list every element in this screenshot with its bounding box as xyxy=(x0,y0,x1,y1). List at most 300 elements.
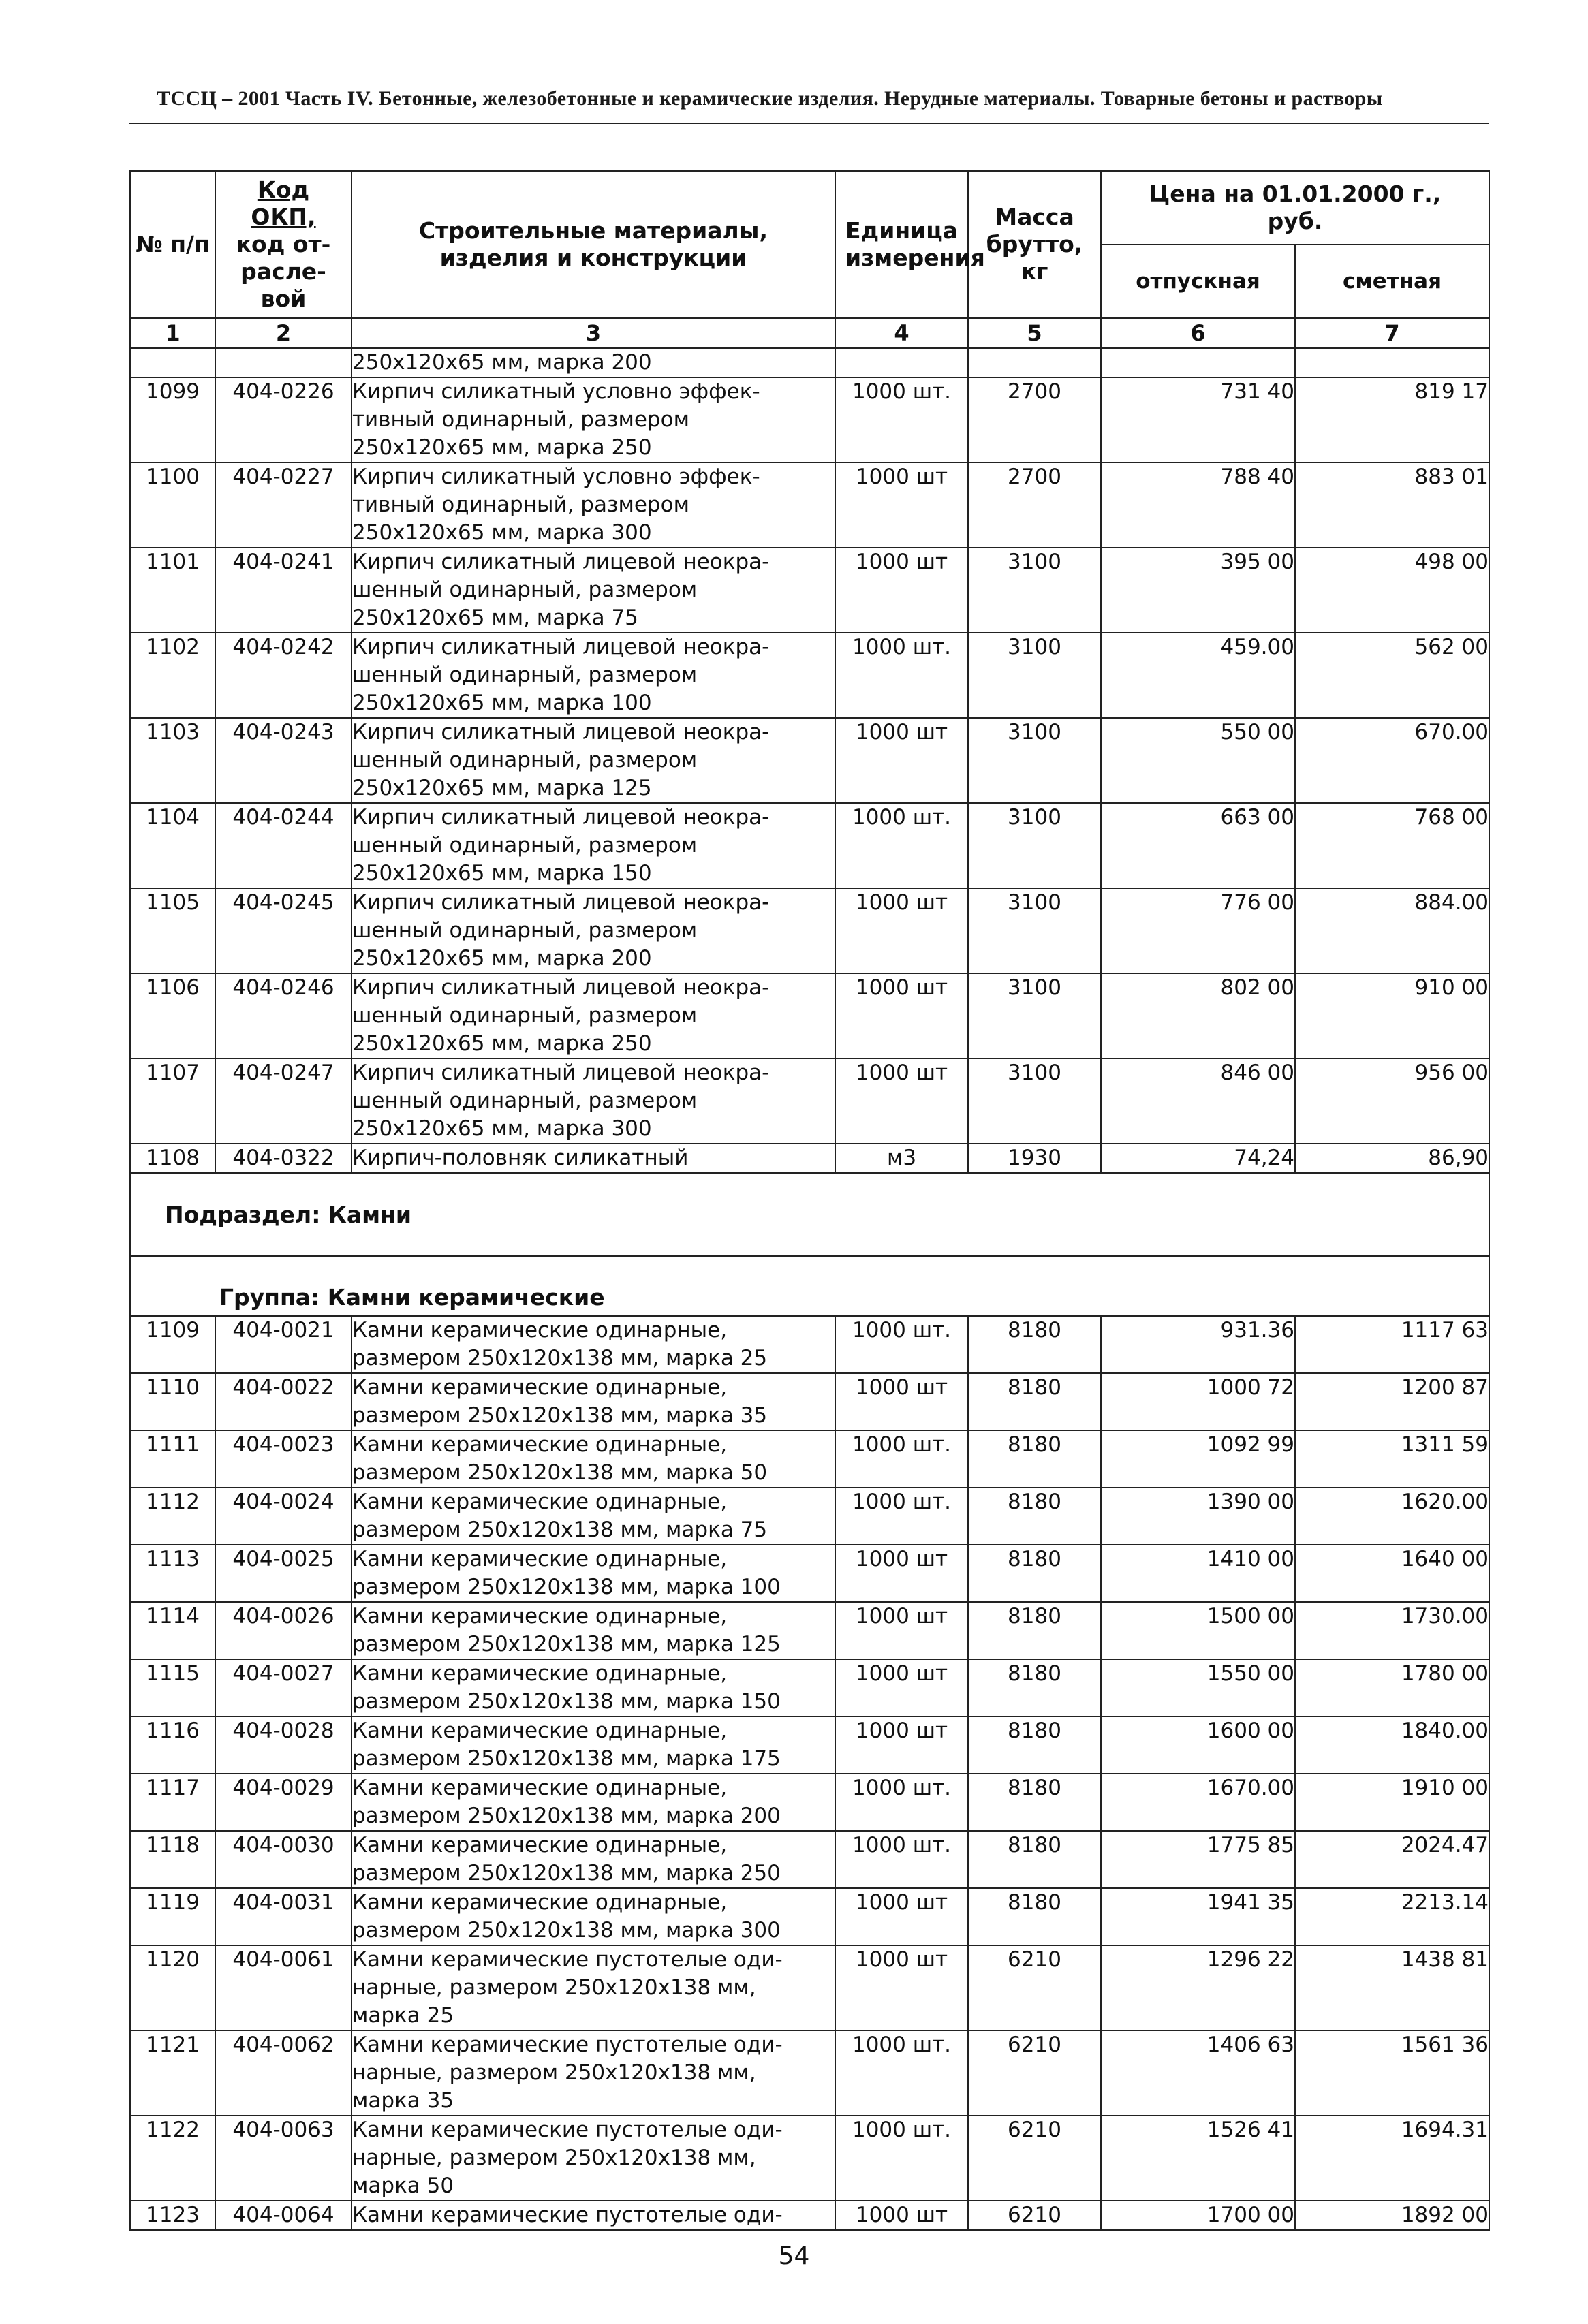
row-unit-value: 1000 шт xyxy=(855,1375,948,1400)
row-price-release-value: 1550 00 xyxy=(1206,1661,1294,1686)
table-row xyxy=(130,888,1489,973)
row-name xyxy=(352,2116,835,2201)
row-name xyxy=(352,1545,835,1602)
row-price-estimate-value: 1200 87 xyxy=(1401,1375,1489,1400)
group-title: Группа: Камни керамические xyxy=(130,1256,1489,1316)
row-name-line: Камни керамические одинарные, xyxy=(352,1604,728,1629)
row-code xyxy=(215,1716,352,1774)
row-name-line: Камни керамические пустотелые оди- xyxy=(352,2203,783,2227)
row-mass xyxy=(968,803,1101,888)
row-name-line: Кирпич силикатный условно эффек- xyxy=(352,379,760,404)
row-name xyxy=(352,888,835,973)
row-mass-value: 1930 xyxy=(1008,1146,1061,1170)
row-price-estimate xyxy=(1295,1659,1489,1716)
row-price-estimate xyxy=(1295,1545,1489,1602)
row-name-line: тивный одинарный, размером xyxy=(352,492,689,517)
row-name-line: марка 25 xyxy=(352,2003,454,2028)
continuation-row xyxy=(130,348,1489,377)
row-mass xyxy=(968,2116,1101,2201)
continuation-text: 250x120x65 мм, марка 200 xyxy=(352,348,835,377)
row-mass-value: 6210 xyxy=(1008,2032,1061,2057)
row-mass-value: 8180 xyxy=(1008,1432,1061,1457)
row-price-estimate xyxy=(1295,888,1489,973)
row-mass xyxy=(968,633,1101,718)
row-unit-value: 1000 шт. xyxy=(852,805,952,830)
row-price-release xyxy=(1101,1316,1295,1373)
row-name xyxy=(352,803,835,888)
row-name-line: Камни керамические одинарные, xyxy=(352,1833,728,1857)
row-number xyxy=(130,633,215,718)
row-unit xyxy=(835,377,968,462)
row-unit-value: 1000 шт xyxy=(855,1604,948,1629)
row-price-release-value: 802 00 xyxy=(1220,975,1294,1000)
row-number xyxy=(130,1888,215,1945)
row-mass-value: 8180 xyxy=(1008,1833,1061,1857)
row-name-line: 250x120x65 мм, марка 250 xyxy=(352,435,652,460)
row-name-line: 250x120x65 мм, марка 125 xyxy=(352,776,652,800)
header-code-l1: Код xyxy=(257,176,310,203)
row-name-line: Кирпич-половняк силикатный xyxy=(352,1146,689,1170)
table-row xyxy=(130,1945,1489,2030)
row-number xyxy=(130,1430,215,1488)
row-mass-value: 3100 xyxy=(1008,975,1061,1000)
group-row xyxy=(130,1256,1489,1316)
row-price-release-value: 1410 00 xyxy=(1206,1547,1294,1571)
row-price-release-value: 1390 00 xyxy=(1206,1490,1294,1514)
row-name-line: Кирпич силикатный лицевой неокра- xyxy=(352,805,770,830)
row-number-value: 1104 xyxy=(146,805,200,830)
row-code xyxy=(215,888,352,973)
row-unit xyxy=(835,1144,968,1173)
row-name-line: шенный одинарный, размером xyxy=(352,1088,698,1113)
row-mass xyxy=(968,1316,1101,1373)
table-row xyxy=(130,1602,1489,1659)
row-number-value: 1113 xyxy=(146,1547,200,1571)
row-price-estimate-value: 1780 00 xyxy=(1401,1661,1489,1686)
table-row xyxy=(130,2116,1489,2201)
row-code xyxy=(215,1373,352,1430)
row-name-line: Кирпич силикатный лицевой неокра- xyxy=(352,720,770,744)
row-name xyxy=(352,633,835,718)
row-price-release xyxy=(1101,888,1295,973)
row-number-value: 1119 xyxy=(146,1890,200,1915)
row-mass-value: 3100 xyxy=(1008,1061,1061,1085)
row-price-estimate xyxy=(1295,973,1489,1058)
row-mass-value: 8180 xyxy=(1008,1718,1061,1743)
row-code-value: 404-0029 xyxy=(232,1776,334,1800)
row-price-release xyxy=(1101,718,1295,803)
row-code-value: 404-0031 xyxy=(232,1890,334,1915)
row-name-line: Кирпич силикатный лицевой неокра- xyxy=(352,890,770,915)
row-number-value: 1115 xyxy=(146,1661,200,1686)
row-price-release xyxy=(1101,548,1295,633)
row-name xyxy=(352,1144,835,1173)
row-price-estimate-value: 1694.31 xyxy=(1401,2118,1489,2142)
header-code-l5: вой xyxy=(260,285,307,312)
row-mass-value: 8180 xyxy=(1008,1890,1061,1915)
table-row xyxy=(130,718,1489,803)
row-price-release xyxy=(1101,1774,1295,1831)
row-price-release-value: 1670.00 xyxy=(1206,1776,1294,1800)
row-number-value: 1108 xyxy=(146,1146,200,1170)
header-code xyxy=(215,171,352,318)
row-mass xyxy=(968,1545,1101,1602)
row-code-value: 404-0024 xyxy=(232,1490,334,1514)
row-unit-value: 1000 шт xyxy=(855,2203,948,2227)
row-unit-value: 1000 шт xyxy=(855,550,948,574)
row-code xyxy=(215,718,352,803)
row-name-line: шенный одинарный, размером xyxy=(352,663,698,687)
row-unit xyxy=(835,973,968,1058)
page-number: 54 xyxy=(778,2242,810,2270)
row-price-release-value: 776 00 xyxy=(1220,890,1294,915)
row-code-value: 404-0061 xyxy=(232,1947,334,1972)
row-name xyxy=(352,1716,835,1774)
row-price-estimate xyxy=(1295,1144,1489,1173)
row-mass-value: 8180 xyxy=(1008,1661,1061,1686)
row-code-value: 404-0226 xyxy=(232,379,334,404)
row-price-estimate xyxy=(1295,548,1489,633)
row-price-estimate-value: 2213.14 xyxy=(1401,1890,1489,1915)
row-price-estimate xyxy=(1295,1373,1489,1430)
row-price-release xyxy=(1101,2201,1295,2230)
row-price-estimate-value: 498 00 xyxy=(1414,550,1489,574)
row-number-value: 1100 xyxy=(146,465,200,489)
row-unit xyxy=(835,1659,968,1716)
row-name-line: Кирпич силикатный условно эффек- xyxy=(352,465,760,489)
row-price-estimate-value: 768 00 xyxy=(1414,805,1489,830)
row-mass xyxy=(968,888,1101,973)
header-no: № п/п xyxy=(130,171,215,318)
row-code-value: 404-0247 xyxy=(232,1061,334,1085)
row-price-estimate-value: 86,90 xyxy=(1428,1146,1489,1170)
row-number xyxy=(130,888,215,973)
row-name xyxy=(352,1659,835,1716)
row-number xyxy=(130,1602,215,1659)
row-code xyxy=(215,803,352,888)
header-unit: Единица измерения xyxy=(835,171,968,318)
row-price-release xyxy=(1101,1058,1295,1144)
column-number: 1 xyxy=(130,318,215,348)
row-code xyxy=(215,1774,352,1831)
row-price-estimate-value: 1640 00 xyxy=(1401,1547,1489,1571)
table-row xyxy=(130,377,1489,462)
column-number: 2 xyxy=(215,318,352,348)
row-code-value: 404-0030 xyxy=(232,1833,334,1857)
row-number xyxy=(130,377,215,462)
row-code xyxy=(215,1945,352,2030)
row-unit-value: 1000 шт xyxy=(855,1947,948,1972)
row-unit xyxy=(835,1430,968,1488)
row-name xyxy=(352,1430,835,1488)
row-code xyxy=(215,377,352,462)
row-code xyxy=(215,548,352,633)
row-name xyxy=(352,1602,835,1659)
row-number-value: 1122 xyxy=(146,2118,200,2142)
row-price-estimate xyxy=(1295,377,1489,462)
row-name-line: тивный одинарный, размером xyxy=(352,407,689,432)
row-number-value: 1109 xyxy=(146,1318,200,1342)
row-unit xyxy=(835,1602,968,1659)
row-price-estimate xyxy=(1295,462,1489,548)
row-unit-value: 1000 шт xyxy=(855,720,948,744)
row-price-estimate xyxy=(1295,1602,1489,1659)
row-name-line: Камни керамические одинарные, xyxy=(352,1661,728,1686)
row-code xyxy=(215,1058,352,1144)
row-name xyxy=(352,1888,835,1945)
row-price-release-value: 74,24 xyxy=(1234,1146,1294,1170)
row-code xyxy=(215,2116,352,2201)
table-row xyxy=(130,1716,1489,1774)
row-unit-value: 1000 шт. xyxy=(852,1432,952,1457)
row-name-line: Кирпич силикатный лицевой неокра- xyxy=(352,1061,770,1085)
row-price-release xyxy=(1101,377,1295,462)
row-price-release xyxy=(1101,1945,1295,2030)
row-code-value: 404-0062 xyxy=(232,2032,334,2057)
row-name-line: марка 35 xyxy=(352,2088,454,2113)
row-name-line: 250x120x65 мм, марка 200 xyxy=(352,946,652,971)
row-code-value: 404-0021 xyxy=(232,1318,334,1342)
row-code-value: 404-0243 xyxy=(232,720,334,744)
row-unit xyxy=(835,1945,968,2030)
table-row xyxy=(130,973,1489,1058)
row-mass xyxy=(968,462,1101,548)
table-row xyxy=(130,1144,1489,1173)
row-price-release xyxy=(1101,633,1295,718)
row-number-value: 1116 xyxy=(146,1718,200,1743)
row-number-value: 1110 xyxy=(146,1375,200,1400)
table-row xyxy=(130,2030,1489,2116)
row-number-value: 1107 xyxy=(146,1061,200,1085)
row-name-line: Камни керамические одинарные, xyxy=(352,1776,728,1800)
row-name-line: шенный одинарный, размером xyxy=(352,578,698,602)
row-unit-value: 1000 шт. xyxy=(852,635,952,659)
row-name-line: 250x120x65 мм, марка 75 xyxy=(352,606,638,630)
table-row xyxy=(130,1774,1489,1831)
row-number xyxy=(130,1316,215,1373)
row-code-value: 404-0322 xyxy=(232,1146,334,1170)
row-name xyxy=(352,377,835,462)
row-number xyxy=(130,462,215,548)
row-name xyxy=(352,1316,835,1373)
row-price-estimate xyxy=(1295,633,1489,718)
row-code-value: 404-0027 xyxy=(232,1661,334,1686)
row-code-value: 404-0242 xyxy=(232,635,334,659)
row-code-value: 404-0246 xyxy=(232,975,334,1000)
row-unit xyxy=(835,2030,968,2116)
table-row xyxy=(130,1316,1489,1373)
row-name-line: марка 50 xyxy=(352,2173,454,2198)
row-price-estimate-value: 883 01 xyxy=(1414,465,1489,489)
row-price-estimate xyxy=(1295,2201,1489,2230)
row-name xyxy=(352,2030,835,2116)
row-mass xyxy=(968,1430,1101,1488)
row-name-line: 250x120x65 мм, марка 300 xyxy=(352,1116,652,1141)
row-number xyxy=(130,1488,215,1545)
row-price-release xyxy=(1101,1373,1295,1430)
row-name-line: Кирпич силикатный лицевой неокра- xyxy=(352,635,770,659)
row-number-value: 1121 xyxy=(146,2032,200,2057)
row-price-release xyxy=(1101,1488,1295,1545)
row-price-estimate-value: 1892 00 xyxy=(1401,2203,1489,2227)
row-code-value: 404-0227 xyxy=(232,465,334,489)
row-code xyxy=(215,633,352,718)
row-code-value: 404-0025 xyxy=(232,1547,334,1571)
row-mass-value: 3100 xyxy=(1008,890,1061,915)
row-mass xyxy=(968,1831,1101,1888)
row-number xyxy=(130,2116,215,2201)
row-unit xyxy=(835,1058,968,1144)
header-name: Строительные материалы, изделия и конструкции xyxy=(352,171,835,318)
row-price-release-value: 1700 00 xyxy=(1206,2203,1294,2227)
row-number xyxy=(130,1831,215,1888)
row-mass-value: 3100 xyxy=(1008,550,1061,574)
header-mass: Масса брутто, кг xyxy=(968,171,1101,318)
row-mass-value: 8180 xyxy=(1008,1490,1061,1514)
row-price-estimate-value: 956 00 xyxy=(1414,1061,1489,1085)
row-mass-value: 6210 xyxy=(1008,2203,1061,2227)
row-mass xyxy=(968,548,1101,633)
row-price-release-value: 931.36 xyxy=(1220,1318,1294,1342)
row-mass xyxy=(968,1058,1101,1144)
row-price-release-value: 663 00 xyxy=(1220,805,1294,830)
row-unit-value: 1000 шт xyxy=(855,890,948,915)
row-name-line: шенный одинарный, размером xyxy=(352,918,698,943)
row-price-release xyxy=(1101,1545,1295,1602)
row-number-value: 1101 xyxy=(146,550,200,574)
row-code xyxy=(215,1316,352,1373)
row-name-line: 250x120x65 мм, марка 250 xyxy=(352,1031,652,1056)
header-price-release: отпускная xyxy=(1101,245,1295,318)
table-row xyxy=(130,1373,1489,1430)
row-unit-value: м3 xyxy=(886,1146,917,1170)
row-number xyxy=(130,1545,215,1602)
row-code-value: 404-0023 xyxy=(232,1432,334,1457)
row-price-release-value: 731 40 xyxy=(1220,379,1294,404)
row-price-estimate-value: 910 00 xyxy=(1414,975,1489,1000)
row-name-line: Камни керамические пустотелые оди- xyxy=(352,2032,783,2057)
row-unit xyxy=(835,1373,968,1430)
subsection-title: Подраздел: Камни xyxy=(130,1173,1489,1256)
row-price-release-value: 1000 72 xyxy=(1206,1375,1294,1400)
row-name-line: Камни керамические пустотелые оди- xyxy=(352,1947,783,1972)
row-name-line: Камни керамические одинарные, xyxy=(352,1375,728,1400)
row-price-estimate-value: 1730.00 xyxy=(1401,1604,1489,1629)
row-unit xyxy=(835,1316,968,1373)
row-number-value: 1105 xyxy=(146,890,200,915)
row-name-line: размером 250x120x138 мм, марка 75 xyxy=(352,1518,768,1542)
row-unit-value: 1000 шт. xyxy=(852,379,952,404)
row-name xyxy=(352,1373,835,1430)
row-unit xyxy=(835,888,968,973)
row-unit-value: 1000 шт. xyxy=(852,2032,952,2057)
table-row xyxy=(130,1888,1489,1945)
row-code-value: 404-0063 xyxy=(232,2118,334,2142)
row-unit-value: 1000 шт xyxy=(855,1718,948,1743)
row-number xyxy=(130,718,215,803)
row-price-estimate xyxy=(1295,718,1489,803)
row-price-release-value: 788 40 xyxy=(1220,465,1294,489)
row-unit-value: 1000 шт xyxy=(855,1890,948,1915)
row-code-value: 404-0064 xyxy=(232,2203,334,2227)
row-unit xyxy=(835,2201,968,2230)
table-row xyxy=(130,548,1489,633)
row-mass xyxy=(968,2030,1101,2116)
row-price-estimate xyxy=(1295,803,1489,888)
row-price-release xyxy=(1101,2030,1295,2116)
row-mass xyxy=(968,1488,1101,1545)
row-price-estimate xyxy=(1295,1716,1489,1774)
row-unit-value: 1000 шт. xyxy=(852,1833,952,1857)
row-name xyxy=(352,973,835,1058)
row-number xyxy=(130,1945,215,2030)
row-number xyxy=(130,1373,215,1430)
row-number-value: 1106 xyxy=(146,975,200,1000)
row-mass-value: 3100 xyxy=(1008,805,1061,830)
row-name-line: размером 250x120x138 мм, марка 200 xyxy=(352,1804,781,1828)
row-unit-value: 1000 шт. xyxy=(852,2118,952,2142)
row-price-estimate-value: 670.00 xyxy=(1414,720,1489,744)
row-price-release-value: 550 00 xyxy=(1220,720,1294,744)
row-mass xyxy=(968,1716,1101,1774)
row-unit xyxy=(835,548,968,633)
row-name-line: нарные, размером 250x120x138 мм, xyxy=(352,1975,756,2000)
row-price-release xyxy=(1101,1888,1295,1945)
row-price-release-value: 1500 00 xyxy=(1206,1604,1294,1629)
row-number xyxy=(130,1058,215,1144)
row-name-line: размером 250x120x138 мм, марка 35 xyxy=(352,1403,768,1428)
row-number xyxy=(130,803,215,888)
row-code xyxy=(215,462,352,548)
row-unit-value: 1000 шт xyxy=(855,1547,948,1571)
row-name-line: размером 250x120x138 мм, марка 25 xyxy=(352,1346,768,1370)
row-mass xyxy=(968,1602,1101,1659)
header-code-l3: код от- xyxy=(236,231,331,257)
table-row xyxy=(130,1545,1489,1602)
row-code xyxy=(215,1888,352,1945)
row-name-line: Камни керамические одинарные, xyxy=(352,1318,728,1342)
row-price-release-value: 395 00 xyxy=(1220,550,1294,574)
row-price-release xyxy=(1101,462,1295,548)
row-price-estimate xyxy=(1295,1945,1489,2030)
column-number: 3 xyxy=(352,318,835,348)
table-row xyxy=(130,1659,1489,1716)
row-mass xyxy=(968,718,1101,803)
row-price-estimate xyxy=(1295,2116,1489,2201)
row-price-release-value: 1092 99 xyxy=(1206,1432,1294,1457)
row-mass xyxy=(968,1659,1101,1716)
row-unit-value: 1000 шт xyxy=(855,975,948,1000)
row-name xyxy=(352,1945,835,2030)
header-price: Цена на 01.01.2000 г., руб. xyxy=(1101,171,1489,245)
row-price-estimate-value: 1620.00 xyxy=(1401,1490,1489,1514)
row-name-line: размером 250x120x138 мм, марка 300 xyxy=(352,1918,781,1943)
row-name-line: размером 250x120x138 мм, марка 100 xyxy=(352,1575,781,1599)
row-name-line: размером 250x120x138 мм, марка 250 xyxy=(352,1861,781,1885)
row-price-estimate xyxy=(1295,1430,1489,1488)
row-number-value: 1114 xyxy=(146,1604,200,1629)
row-code xyxy=(215,1659,352,1716)
row-price-release-value: 846 00 xyxy=(1220,1061,1294,1085)
table-row xyxy=(130,1831,1489,1888)
row-price-release-value: 1296 22 xyxy=(1206,1947,1294,1972)
row-price-release xyxy=(1101,1716,1295,1774)
row-mass-value: 8180 xyxy=(1008,1776,1061,1800)
row-code xyxy=(215,1545,352,1602)
header-price-estimate: сметная xyxy=(1295,245,1489,318)
row-price-estimate-value: 1117 63 xyxy=(1401,1318,1489,1342)
row-code xyxy=(215,1488,352,1545)
